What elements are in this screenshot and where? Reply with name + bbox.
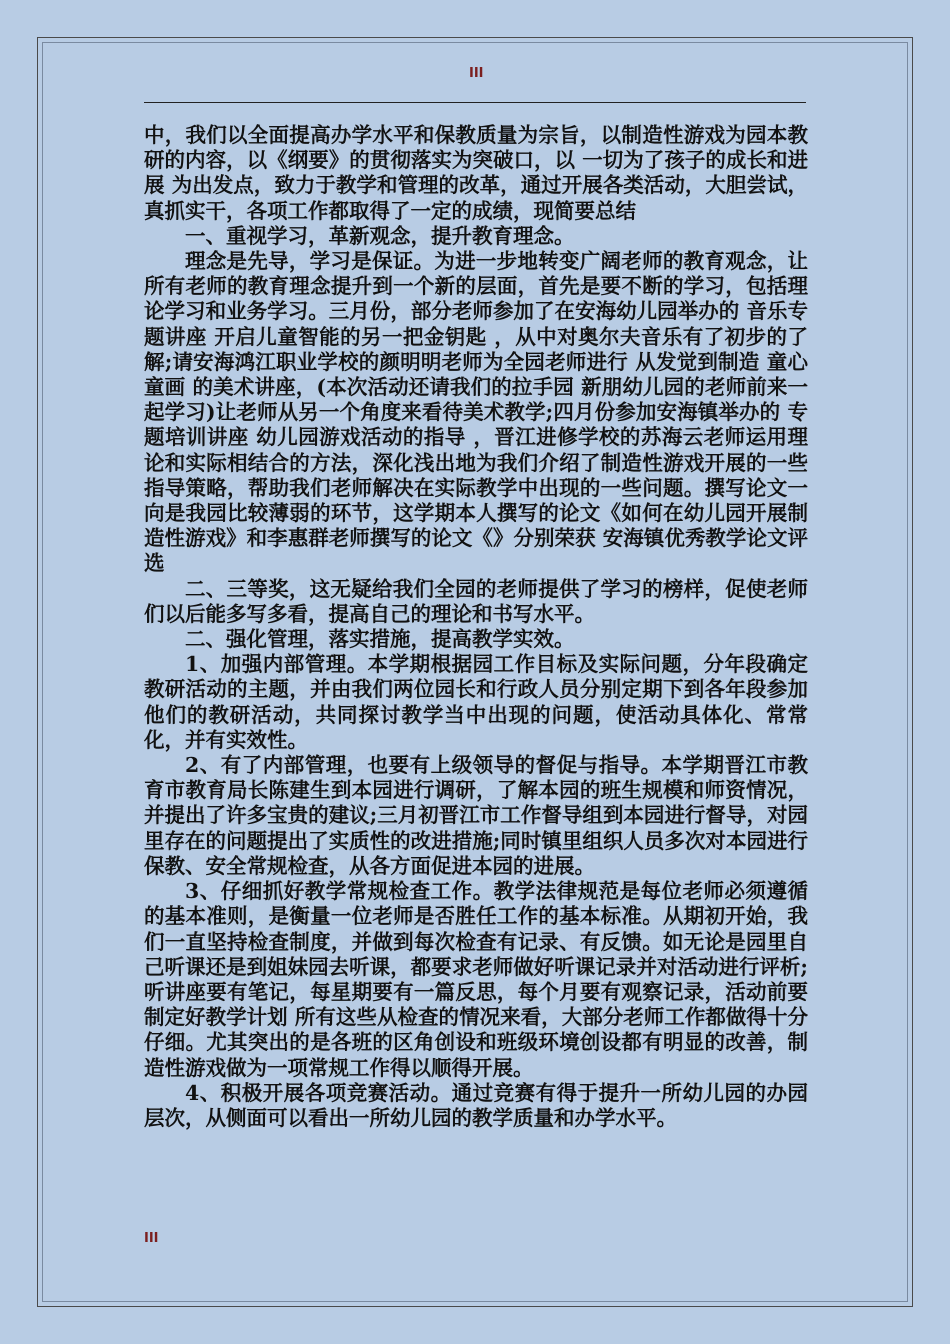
section-heading-2: 二、强化管理，落实措施，提高教学实效。 <box>185 627 575 652</box>
paragraph-learning: 理念是先导，学习是保证。为进一步地转变广阔老师的教育观念，让所有老师的教育理念提升到一个新的层面，首先是要不断的学习，包括理论学习和业务学习。三月份，部分老师参加了在安海幼儿园举办的 音乐专题讲座 开启儿童智能的另一把金钥匙 ，从中对奥尔夫音乐有了初步的了解;请安海鸿江职业学校的颜明明老师为全园老师进行 从发觉到制造 童心童画 的美术讲座，(本次活动还请我们的拉手园 新朋幼儿园的老师前来一起学习)让老师从另一个角度来看待美术教学;四月份参加安海镇举办的 专题培训讲座 幼儿园游戏活动的指导 ，晋江进修学校的苏海云老师运用理论和实际相结合的方法，深化浅出地为我们介绍了制造性游戏开展的一些指导策略，帮助我们老师解决在实际教学中出现的一些问题。撰写论文一向是我园比较薄弱的环节，这学期本人撰写的论文《如何在幼儿园开展制造性游戏》和李惠群老师撰写的论文《》分别荣获 安海镇优秀教学论文评选 <box>144 249 808 576</box>
paragraph-item-4: 4、积极开展各项竞赛活动。通过竞赛有得于提升一所幼儿园的办园层次，从侧面可以看出一所幼儿园的教学质量和办学水平。 <box>144 1080 808 1130</box>
footer-mark: III <box>144 1231 159 1246</box>
section-heading-1: 一、重视学习，革新观念，提升教育理念。 <box>185 223 575 248</box>
paragraph-item-2: 2、有了内部管理，也要有上级领导的督促与指导。本学期晋江市教育市教育局长陈建生到本园进行调研，了解本园的班生规模和师资情况，并提出了许多宝贵的建议;三月初晋江市工作督导组到本园进行督导，对园里存在的问题提出了实质性的改进措施;同时镇里组织人员多次对本园进行保教、安全常规检查，从各方面促进本园的进展。 <box>144 753 808 878</box>
header-mark: III <box>469 66 484 81</box>
header-rule <box>144 102 806 103</box>
paragraph-item-3: 3、仔细抓好教学常规检查工作。教学法律规范是每位老师必须遵循的基本准则，是衡量一位老师是否胜任工作的基本标准。从期初开始，我们一直坚持检查制度，并做到每次检查有记录、有反馈。如无论是园里自己听课还是到姐妹园去听课，都要求老师做好听课记录并对活动进行评析;听讲座要有笔记，每星期要有一篇反思，每个月要有观察记录，活动前要制定好教学计划 所有这些从检查的情况来看，大部分老师工作都做得十分仔细。尤其突出的是各班的区角创设和班级环境创设都有明显的改善，制造性游戏做为一项常规工作得以顺得开展。 <box>144 879 808 1080</box>
paragraph-item-1: 1、加强内部管理。本学期根据园工作目标及实际问题，分年段确定教研活动的主题，并由我们两位园长和行政人员分别定期下到各年段参加他们的教研活动，共同探讨教学当中出现的问题，使活动具体化、常常化，并有实效性。 <box>144 652 808 752</box>
document-body <box>144 123 808 1131</box>
paragraph-intro: 中，我们以全面提高办学水平和保教质量为宗旨，以制造性游戏为园本教研的内容，以《纲要》的贯彻落实为突破口，以 一切为了孩子的成长和进展 为出发点，致力于教学和管理的改革，通过开展各类活动，大胆尝试，真抓实干，各项工作都取得了一定的成绩，现简要总结 <box>144 123 808 223</box>
paragraph-awards: 二、三等奖，这无疑给我们全园的老师提供了学习的榜样，促使老师们以后能多写多看，提高自己的理论和书写水平。 <box>144 576 808 626</box>
